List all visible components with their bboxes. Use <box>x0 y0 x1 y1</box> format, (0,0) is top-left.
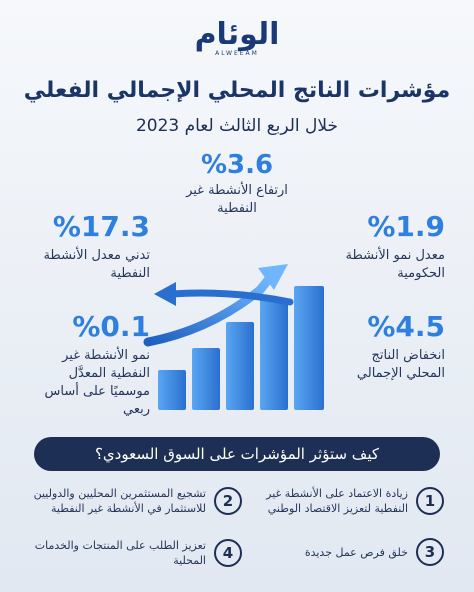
stat-label: تدني معدل الأنشطة النفطية <box>43 248 150 281</box>
number-badge: 4 <box>214 539 242 567</box>
stat-value: %0.1 <box>72 310 150 343</box>
page-subtitle: خلال الربع الثالث لعام 2023 <box>135 116 339 136</box>
impact-text: زيادة الاعتماد على الأنشطة غير النفطية لتعزيز الاقتصاد الوطني <box>266 487 408 515</box>
stat-label: ارتفاع الأنشطة غير النفطية <box>186 183 288 216</box>
page-title: مؤشرات الناتج المحلي الإجمالي الفعلي <box>23 78 451 103</box>
number-badge: 2 <box>214 487 242 515</box>
stat-non-oil-rise <box>162 150 312 218</box>
stat-oil-decline <box>30 210 150 283</box>
brand-name-en: ALWEEAM <box>215 50 259 57</box>
question-banner: كيف ستؤثر المؤشرات على السوق السعودي؟ <box>34 437 440 471</box>
brand-name-ar: الوئام <box>194 17 280 52</box>
stat-value: %17.3 <box>52 210 150 243</box>
stat-label: انخفاض الناتج المحلي الإجمالي <box>356 348 445 381</box>
stat-value: %1.9 <box>367 210 445 243</box>
stat-seasonal-growth <box>30 310 150 419</box>
stat-label: نمو الأنشطة غير النفطية المعدَّل موسميًا على أساس ربعي <box>44 348 150 417</box>
impact-text: تعزيز الطلب على المنتجات والخدمات المحلية <box>34 539 206 567</box>
brand-logo <box>0 18 474 57</box>
stat-gdp-decline <box>330 310 445 383</box>
number-badge: 3 <box>416 538 444 566</box>
stat-label: معدل نمو الأنشطة الحكومية <box>345 248 445 281</box>
impact-text: تشجيع المستثمرين المحليين والدوليين للاستثمار في الأنشطة غير النفطية <box>33 487 206 515</box>
stat-government-growth <box>330 210 445 283</box>
impact-text: خلق فرص عمل جديدة <box>304 545 408 559</box>
impact-item-4 <box>27 538 242 568</box>
impact-item-2 <box>27 486 242 516</box>
growth-chart-illustration <box>140 250 330 420</box>
stat-value: %4.5 <box>367 310 445 343</box>
number-badge: 1 <box>416 487 444 515</box>
stat-value: %3.6 <box>200 150 274 180</box>
impact-item-3 <box>239 538 444 566</box>
impact-item-1 <box>239 486 444 516</box>
